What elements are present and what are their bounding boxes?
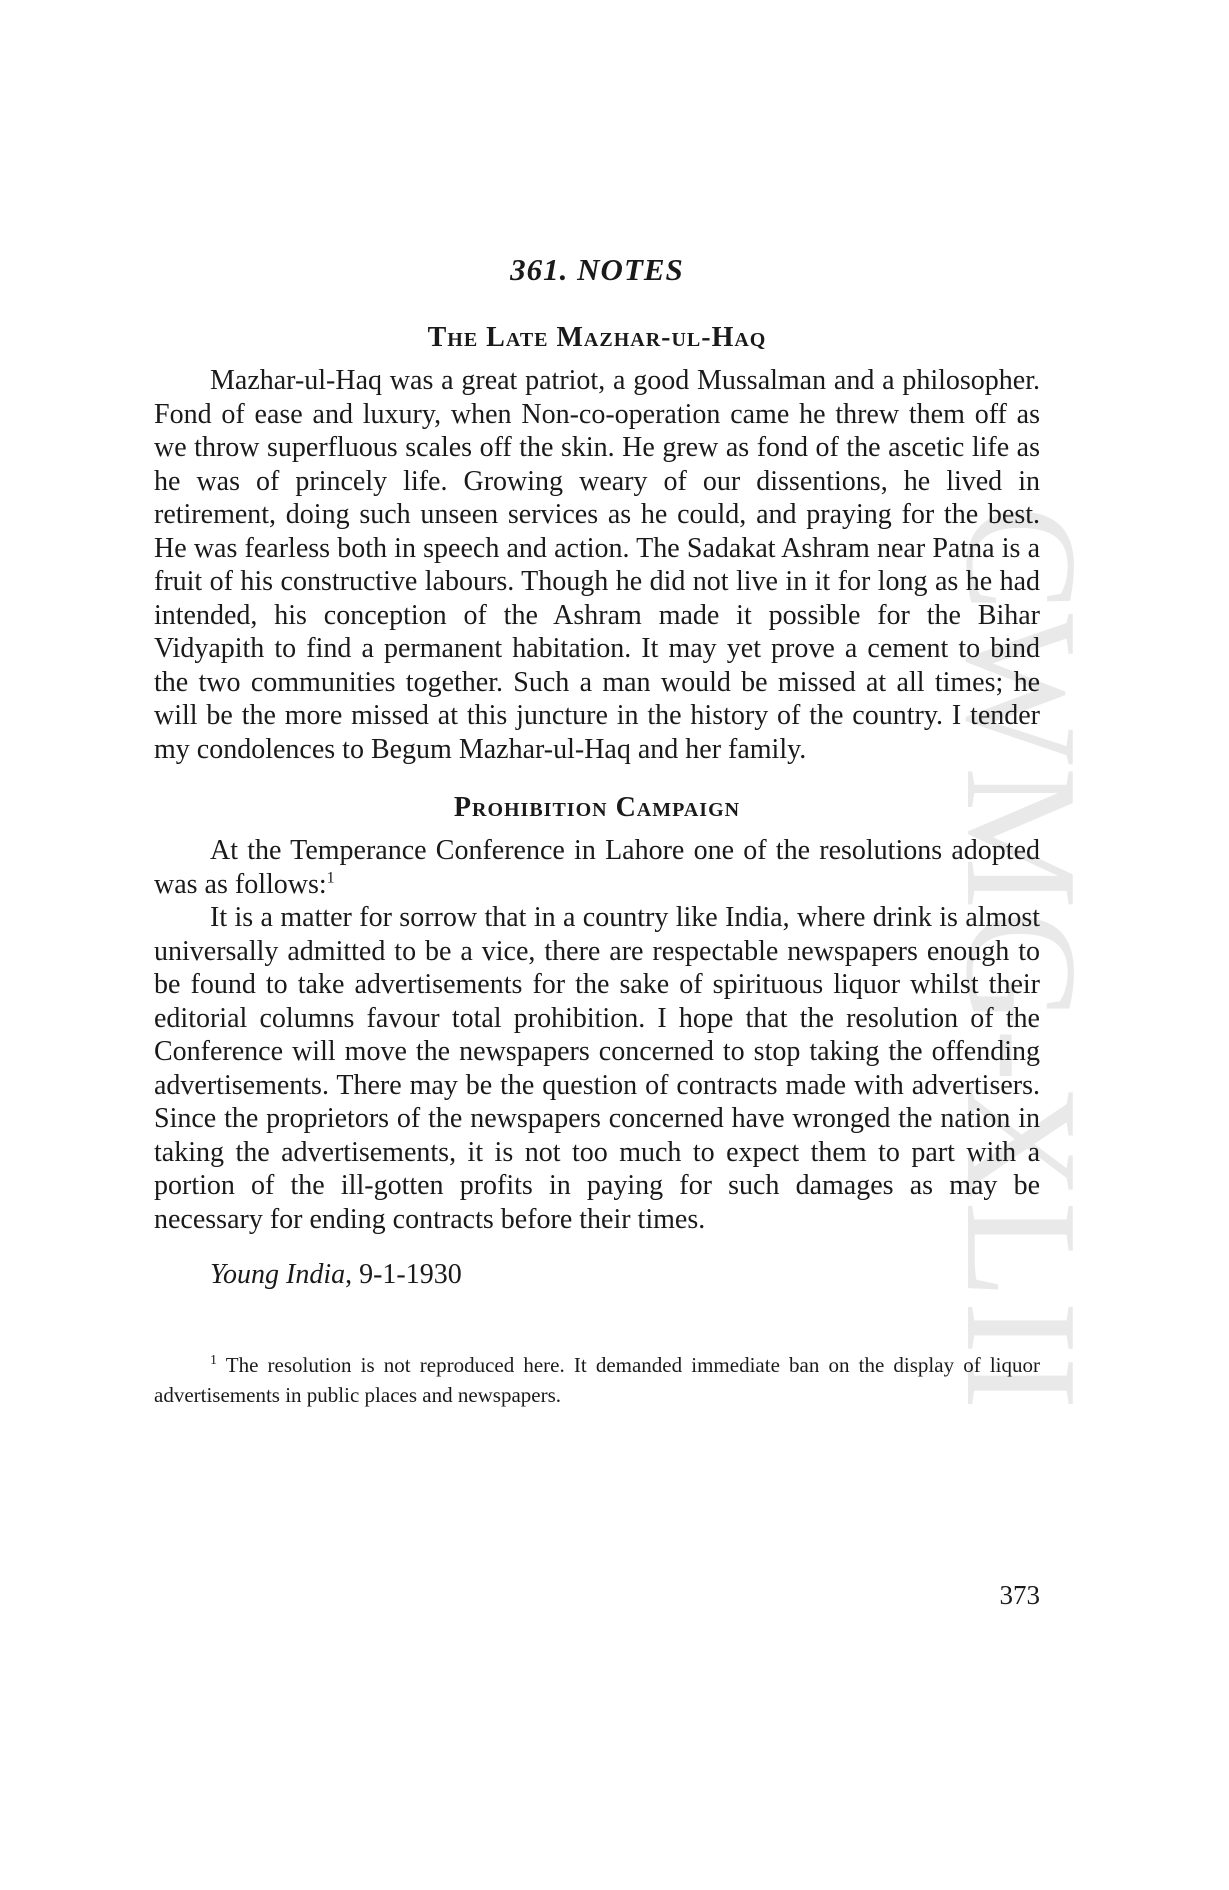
page-number: 373: [999, 1580, 1040, 1610]
footnote-text: The resolution is not reproduced here. It demanded immediate ban on the display of liquor advertisements in public places and newspapers.: [154, 1353, 1040, 1407]
watermark: CWMG-XLII: [933, 505, 1111, 1412]
page-body: [154, 250, 1040, 1410]
prohibition-intro-text: At the Temperance Conference in Lahore one of the resolutions adopted was as follows:: [154, 835, 1040, 900]
paragraph-prohibition-intro: [154, 834, 1040, 901]
document-title: 361. NOTES: [510, 252, 684, 287]
section-heading-mazhar: The Late Mazhar-ul-Haq: [427, 322, 767, 353]
source-date: , 9-1-1930: [345, 1259, 462, 1290]
footnote: [154, 1350, 1040, 1410]
footnote-ref-marker: 1: [326, 869, 335, 887]
paragraph-mazhar: Mazhar-ul-Haq was a great patriot, a good Mussalman and a philosopher. Fond of ease and luxury, when Non-co-operation came he threw them off as we throw superfluous scales off the skin. He grew as fond of the ascetic life as he was of princely life. Growing weary of our dissentions, he lived in retirement, doing such unseen services as he could, and praying for the best. He was fearless both in speech and action. The Sadakat Ashram near Patna is a fruit of his constructive labours. Though he did not live in it for long as he had intended, his conception of the Ashram made it possible for the Bihar Vidyapith to find a permanent habitation. It may yet prove a cement to bind the two communities together. Such a man would be missed at all times; he will be the more missed at this juncture in the history of the country. I tender my condolences to Begum Mazhar-ul-Haq and her family.: [154, 365, 1040, 765]
source-publication: Young India: [210, 1259, 346, 1290]
footnote-marker: 1: [210, 1353, 217, 1368]
paragraph-prohibition-body: It is a matter for sorrow that in a country like India, where drink is almost universally admitted to be a vice, there are respectable newspapers enough to be found to take advertisements for the sake of spirituous liquor whilst their editorial columns favour total prohibition. I hope that the resolution of the Conference will move the newspapers concerned to stop taking the offending advertisements. There may be the question of contracts made with advertisers. Since the proprietors of the newspapers concerned have wronged the nation in taking the advertisements, it is not too much to expect them to part with a portion of the ill-gotten profits in paying for such damages as may be necessary for ending contracts before their times.: [154, 902, 1040, 1235]
source-citation: [210, 1258, 1040, 1292]
section-heading-prohibition: Prohibition Campaign: [453, 792, 741, 823]
